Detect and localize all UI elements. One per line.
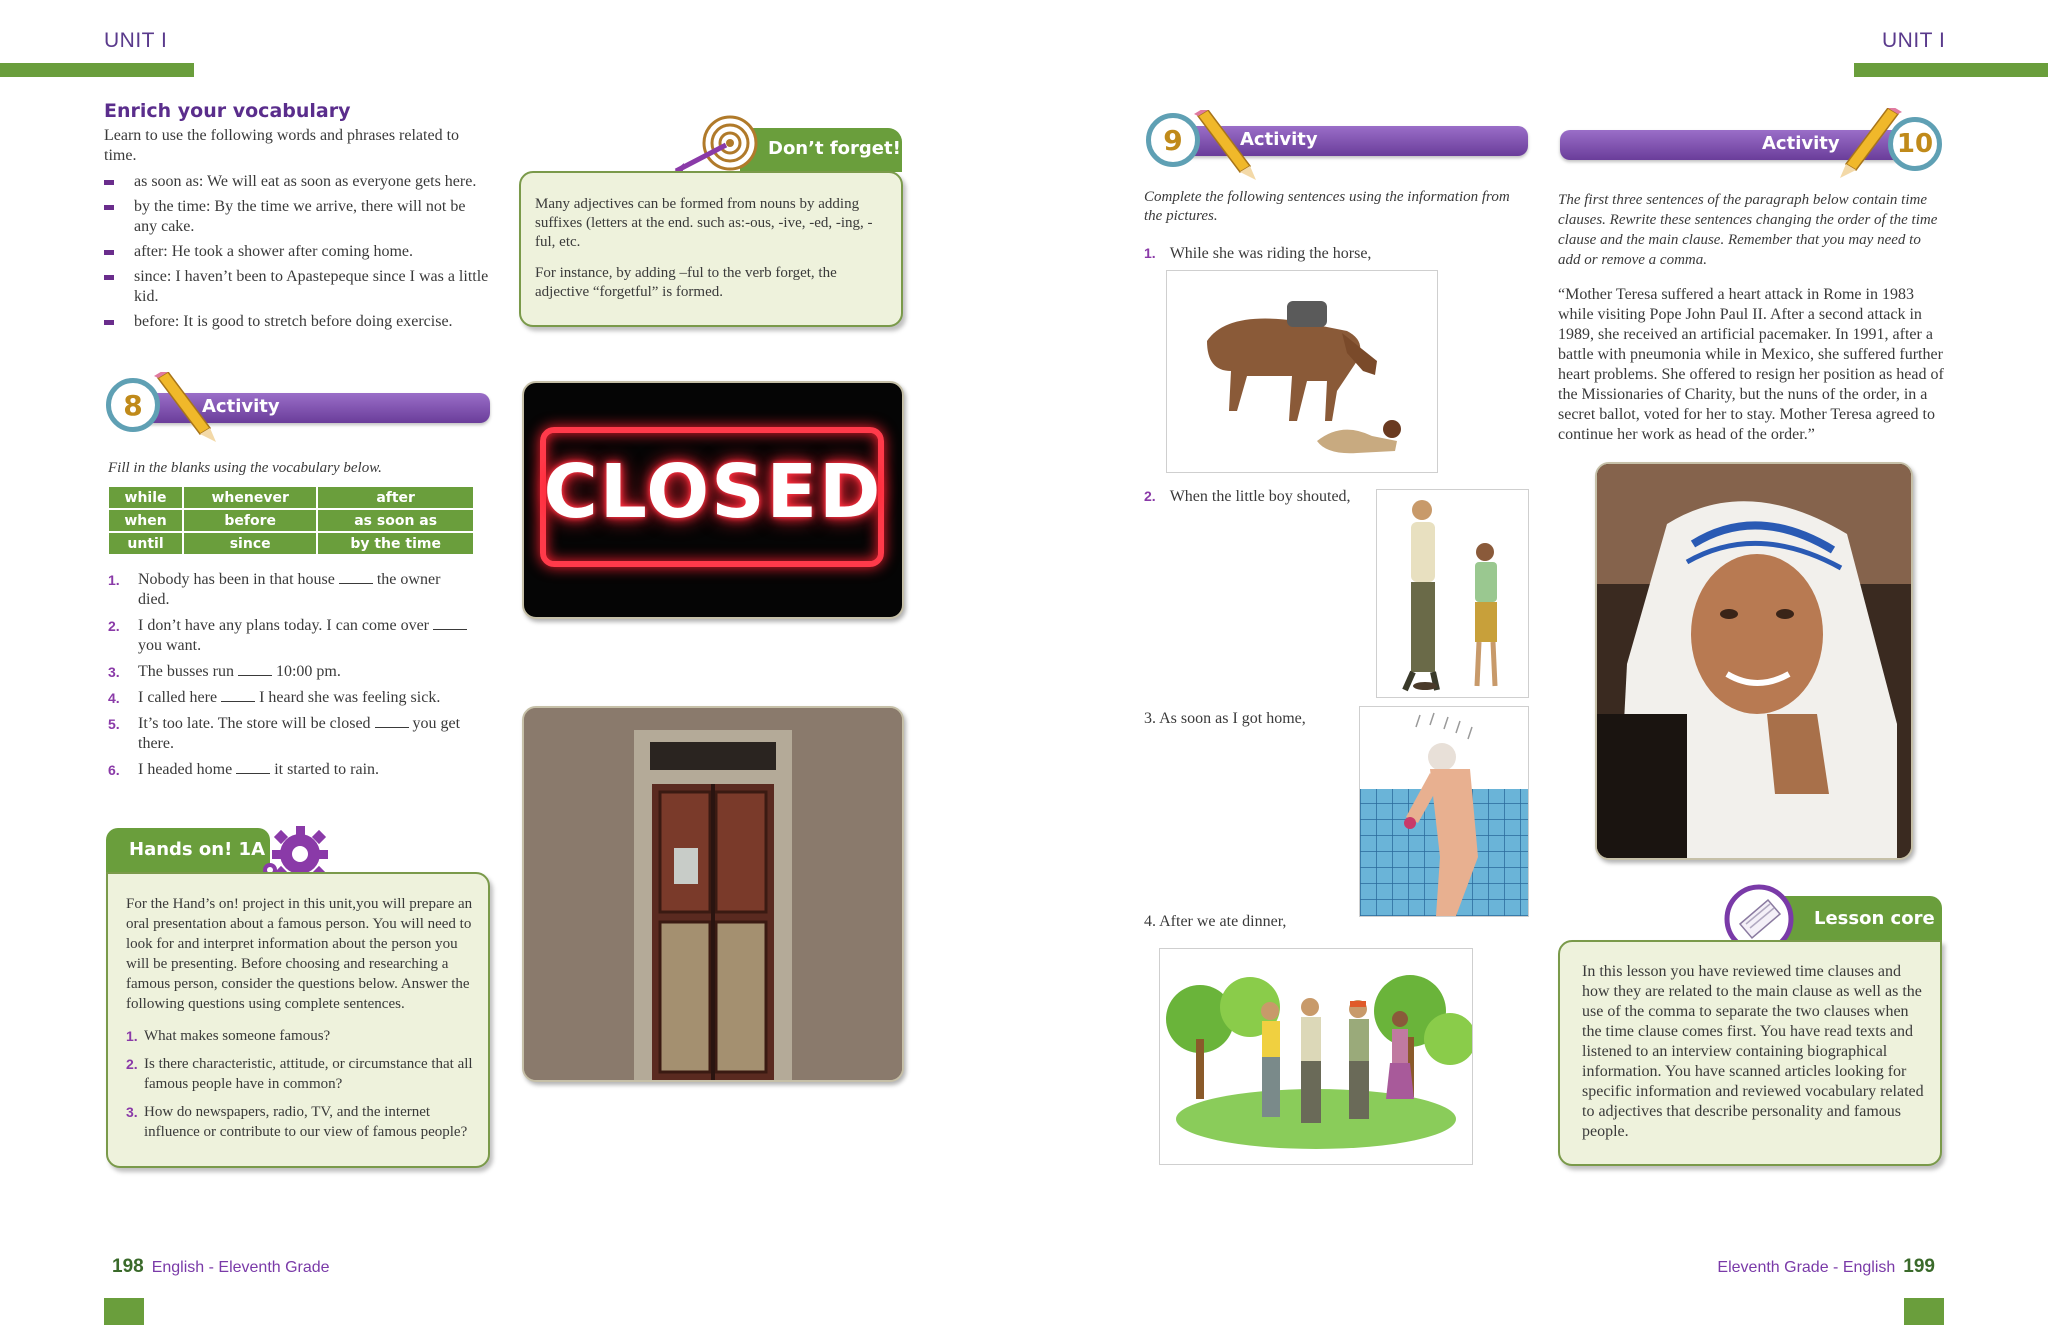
list-item: 6. I headed home it started to rain. (108, 761, 380, 778)
closed-sign-image (522, 381, 904, 619)
list-item: 3. The busses run 10:00 pm. (108, 663, 341, 680)
lesson-core-text: In this lesson you have reviewed time clauses and how they are related to the main clause as well as the use of the comma to separate the two clauses when the time clause comes first. You have read texts and listened to an interview containing biographical information. You have scanned articles looking for specific information and reviewed vocabulary related to adjectives that describe personality and famous people. (1582, 963, 1924, 1140)
lesson-core-title: Lesson core (1814, 908, 1935, 929)
enrich-title: Enrich your vocabulary (104, 100, 351, 122)
footer-label-left: English - Eleventh Grade (151, 1259, 330, 1276)
list-item: 2. I don’t have any plans today. I can come over you want. (108, 616, 468, 656)
activity-9-item-2: 2. When the little boy shouted, (1144, 488, 1351, 505)
vocab-cell: when (108, 509, 183, 532)
page-number-right: 199 (1903, 1256, 1935, 1277)
vocab-cell: since (183, 532, 317, 555)
dont-forget-box (519, 171, 903, 327)
list-item: as soon as: We will eat as soon as everyone gets here. (104, 172, 490, 192)
vocab-cell: whenever (183, 486, 317, 509)
list-item: 1. Nobody has been in that house the owner died. (108, 571, 441, 608)
activity-9-item-3: 3. As soon as I got home, (1144, 710, 1306, 727)
footer-block-right (1904, 1298, 1944, 1325)
hands-on-tab (106, 828, 270, 874)
mother-teresa-image (1595, 462, 1913, 860)
activity-8-badge: 8 (106, 378, 160, 432)
enrich-list (104, 172, 490, 332)
unit-label-right: UNIT I (1882, 29, 1946, 52)
vocab-cell: until (108, 532, 183, 555)
enrich-intro: Learn to use the following words and phrases related to time. (104, 127, 460, 164)
unit-label-left: UNIT I (104, 29, 168, 52)
vocab-cell: before (183, 509, 317, 532)
activity-10-paragraph: “Mother Teresa suffered a heart attack in Rome in 1983 while visiting Pope John Paul II. After a second attack in 1989, she received an artificial pacemaker. In 1991, after a battle with pneumonia while in Mexico, she suffered further heart problems. She offered to resign her position as head of the Missionaries of Charity, but the nuns of the order, in a secret ballot, voted for her to stay. Mother Teresa agreed to continue her work as head of the order.” (1558, 286, 1944, 443)
dont-forget-tab (740, 128, 902, 172)
list-item: by the time: By the time we arrive, there will not be any cake. (104, 197, 490, 237)
shower-image (1359, 706, 1529, 917)
dont-forget-title: Don’t forget! (768, 138, 901, 159)
activity-10-badge: 10 (1888, 117, 1942, 171)
vocab-cell: by the time (317, 532, 474, 555)
activity-10-instruction: The first three sentences of the paragraph below contain time clauses. Rewrite these sentences changing the order of the time clause and the main clause. Remember that you may need to add or remove a comma. (1558, 192, 1938, 268)
activity-9-item-1: 1. While she was riding the horse, (1144, 245, 1372, 262)
hands-on-questions (126, 1026, 476, 1148)
page-number-left: 198 (112, 1256, 144, 1277)
activity-9-instruction: Complete the following sentences using the information from the pictures. (1144, 189, 1510, 224)
list-item: 2. Is there characteristic, attitude, or circumstance that all famous people have in common? (126, 1056, 473, 1092)
boy-shouting-image (1376, 489, 1529, 698)
hands-on-title: Hands on! 1A (129, 839, 266, 860)
dont-forget-p1: Many adjectives can be formed from nouns by adding suffixes (letters at the end. such as:-ous, -ive, -ed, -ing, -ful, etc. (535, 196, 873, 250)
friends-walking-image (1159, 948, 1473, 1165)
header-bar-right (1854, 63, 2048, 77)
activity-9-label: Activity (1240, 129, 1318, 150)
vocab-cell: after (317, 486, 474, 509)
vocab-cell: while (108, 486, 183, 509)
enrich-section (104, 100, 490, 337)
footer-block-left (104, 1298, 144, 1325)
activity-8-list (108, 570, 468, 786)
list-item: 3. How do newspapers, radio, TV, and the internet influence or contribute to our view of famous people? (126, 1104, 468, 1140)
hands-on-box (106, 872, 490, 1168)
activity-8-label: Activity (202, 396, 280, 417)
footer-left (112, 1256, 330, 1278)
footer-right (1717, 1256, 1935, 1278)
list-item: after: He took a shower after coming home. (104, 242, 490, 262)
activity-9-badge: 9 (1146, 113, 1200, 167)
pencil-icon (1190, 110, 1260, 185)
header-bar-left (0, 63, 194, 77)
vocab-cell: as soon as (317, 509, 474, 532)
closed-sign-text: CLOSED (543, 449, 883, 535)
list-item: 4. I called here I heard she was feeling sick. (108, 689, 441, 706)
list-item: 5. It’s too late. The store will be closed you get there. (108, 715, 461, 752)
door-image (522, 706, 904, 1082)
pencil-icon (150, 372, 220, 447)
lesson-core-box (1558, 940, 1942, 1166)
activity-10-label: Activity (1762, 133, 1840, 154)
list-item: before: It is good to stretch before doing exercise. (104, 312, 490, 332)
dont-forget-p2: For instance, by adding –ful to the verb forget, the adjective “forgetful” is formed. (535, 265, 837, 300)
list-item: since: I haven’t been to Apastepeque since I was a little kid. (104, 267, 490, 307)
horse-image (1166, 270, 1438, 473)
hands-on-intro: For the Hand’s on! project in this unit,you will prepare an oral presentation about a famous person. You will need to look for and interpret information about the person you will be presenting. Before choosing and researching a famous person, consider the questions below. Answer the following questions using complete sentences. (126, 896, 473, 1012)
activity-9-item-4: 4. After we ate dinner, (1144, 913, 1287, 930)
footer-label-right: Eleventh Grade - English (1717, 1259, 1896, 1276)
vocab-table (107, 485, 475, 556)
activity-8-instruction: Fill in the blanks using the vocabulary below. (108, 460, 382, 476)
list-item: 1. What makes someone famous? (126, 1028, 331, 1044)
